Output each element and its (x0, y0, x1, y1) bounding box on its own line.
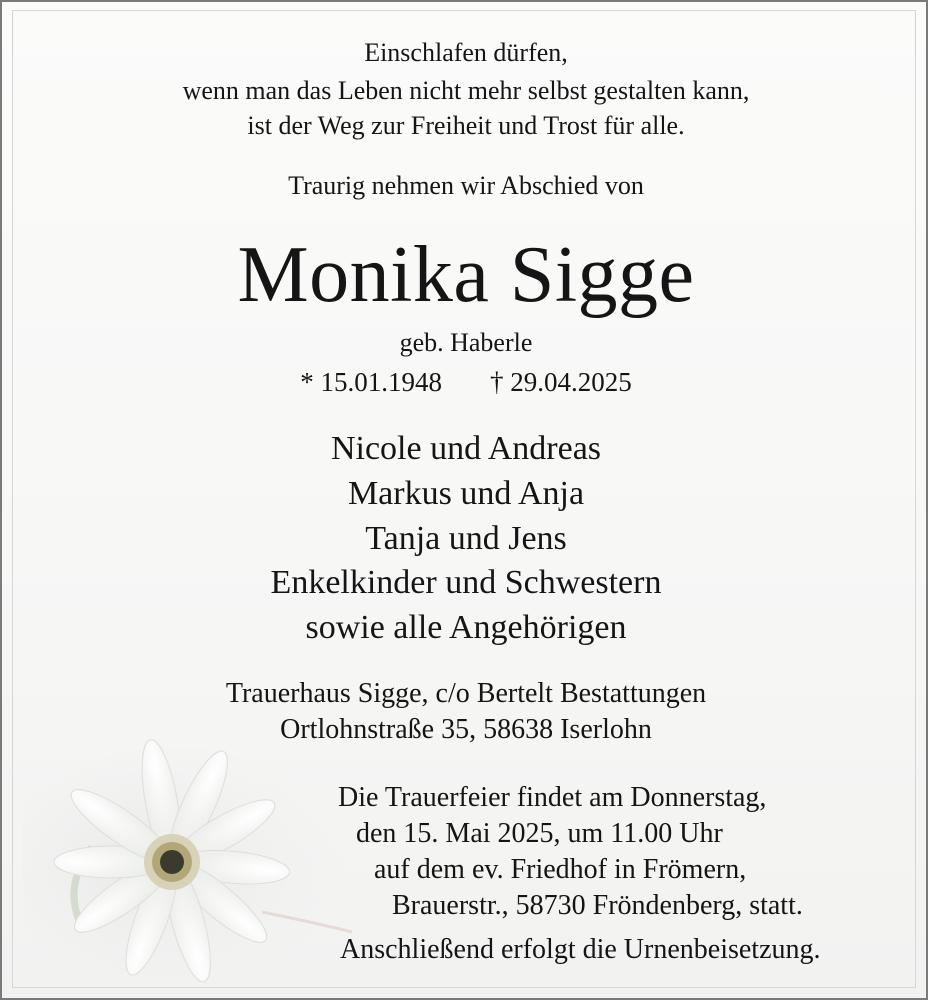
verse-line-3: ist der Weg zur Freiheit und Trost für alle. (247, 111, 685, 140)
address-line-2: Ortlohnstraße 35, 58638 Iserlohn (280, 714, 652, 745)
ceremony-line-5: Anschließend erfolgt die Urnenbeisetzung. (340, 934, 821, 965)
ceremony-line-2: den 15. Mai 2025, um 11.00 Uhr (356, 818, 723, 849)
intro-text: Traurig nehmen wir Abschied von (288, 171, 644, 200)
mourner-line-5: sowie alle Angehörigen (305, 609, 627, 646)
birth-date: * 15.01.1948 (300, 367, 442, 397)
ceremony-line-3: auf dem ev. Friedhof in Frömern, (374, 854, 747, 885)
mourner-line-4: Enkelkinder und Schwestern (270, 564, 662, 601)
deceased-name: Monika Sigge (237, 231, 695, 319)
mourner-line-1: Nicole und Andreas (330, 430, 602, 467)
ceremony-line-4: Brauerstr., 58730 Fröndenberg, statt. (392, 890, 803, 921)
white-gerbera-flower-icon (22, 727, 362, 987)
address-line-1: Trauerhaus Sigge, c/o Bertelt Bestattungen (225, 678, 707, 709)
death-date: † 29.04.2025 (490, 367, 632, 397)
verse-line-2: wenn man das Leben nicht mehr selbst gestalten kann, (182, 76, 750, 105)
mourner-line-3: Tanja und Jens (365, 520, 567, 557)
ceremony-line-1: Die Trauerfeier findet am Donnerstag, (338, 782, 767, 813)
verse-line-1: Einschlafen dürfen, (364, 38, 568, 67)
maiden-name: geb. Haberle (399, 328, 533, 357)
mourner-line-2: Markus und Anja (347, 475, 585, 512)
life-dates (2, 367, 928, 398)
